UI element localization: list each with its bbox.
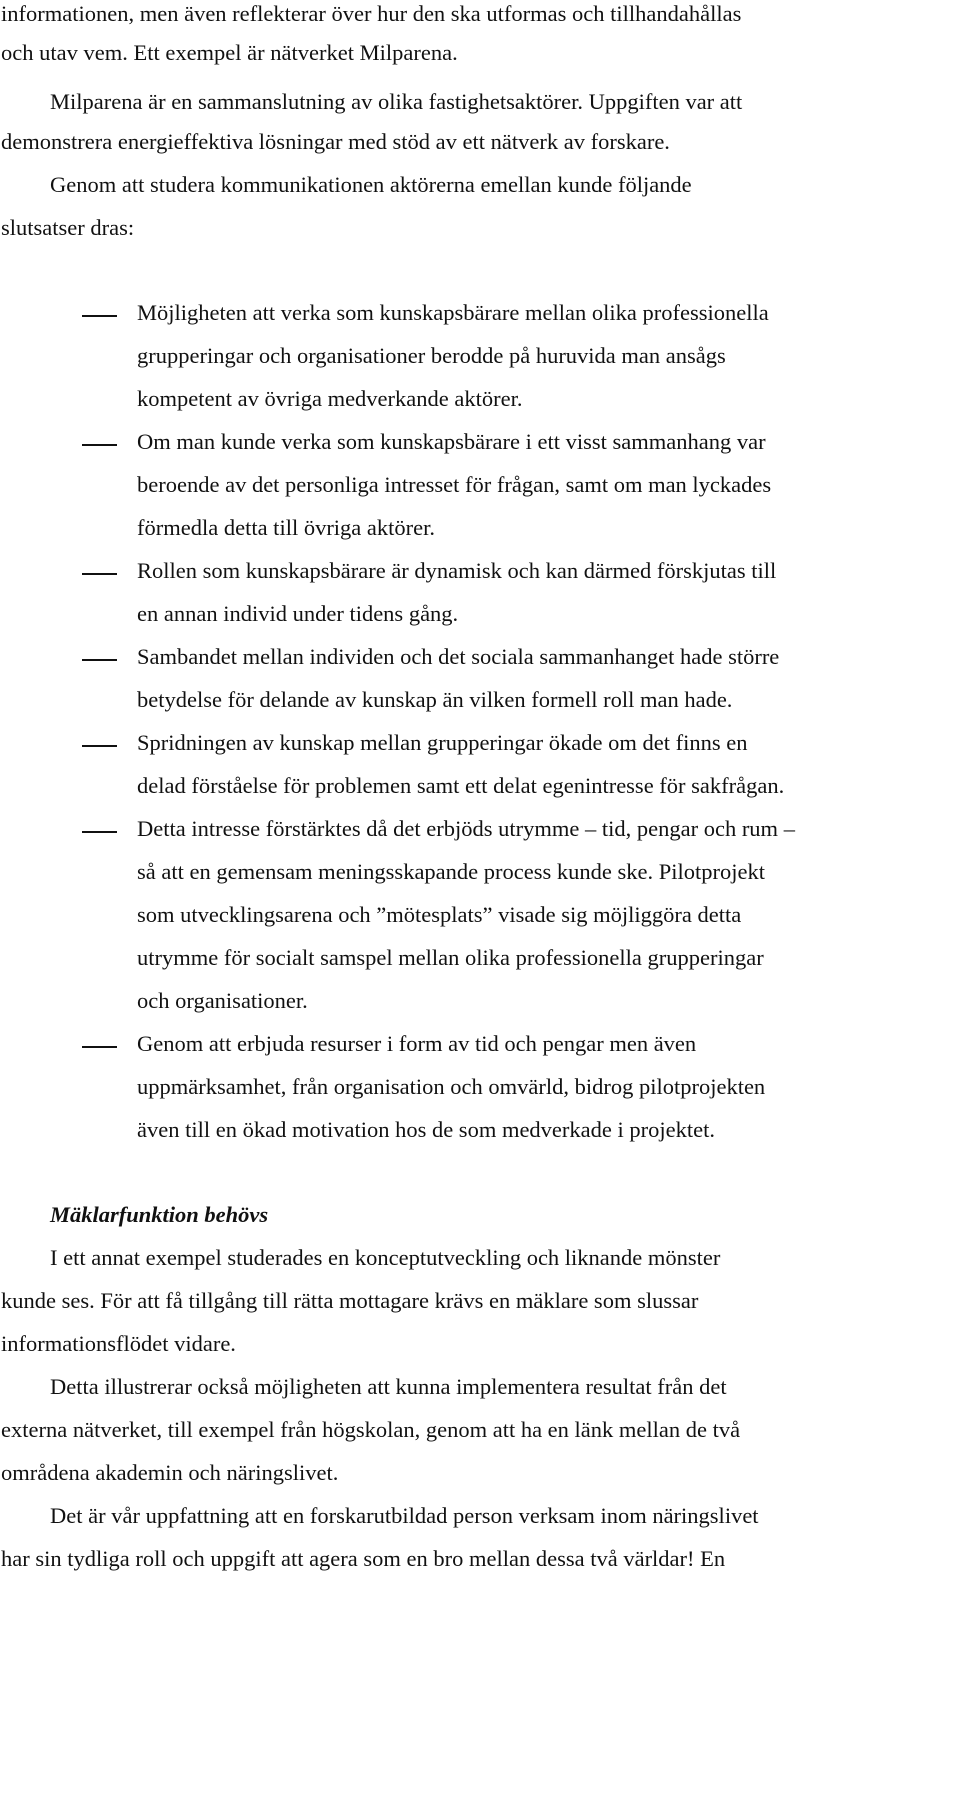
list-item-line: som utvecklingsarena och ”mötesplats” visade sig möjliggöra detta <box>137 902 742 927</box>
paragraph-line: har sin tydliga roll och uppgift att agera som en bro mellan dessa två världar! En <box>1 1546 726 1571</box>
list-item-line: grupperingar och organisationer berodde på huruvida man ansågs <box>137 343 726 368</box>
section-heading: Mäklarfunktion behövs <box>50 1202 269 1227</box>
paragraph-line: I ett annat exempel studerades en konceptutveckling och liknande mönster <box>50 1245 721 1270</box>
dash-bullet-icon <box>82 745 117 747</box>
dash-bullet-icon <box>82 1046 117 1048</box>
list-item-line: även till en ökad motivation hos de som medverkade i projektet. <box>137 1117 715 1142</box>
list-item-line: förmedla detta till övriga aktörer. <box>137 515 436 540</box>
list-item-line: utrymme för socialt samspel mellan olika professionella grupperingar <box>137 945 764 970</box>
dash-bullet-icon <box>82 444 117 446</box>
list-item-line: Rollen som kunskapsbärare är dynamisk och kan därmed förskjutas till <box>137 558 777 583</box>
list-item-line: Om man kunde verka som kunskapsbärare i ett visst sammanhang var <box>137 429 766 454</box>
dash-bullet-icon <box>82 831 117 833</box>
intro-line: och utav vem. Ett exempel är nätverket Milparena. <box>1 40 458 65</box>
paragraph-line: informationsflödet vidare. <box>1 1331 236 1356</box>
intro-line: Genom att studera kommunikationen aktörerna emellan kunde följande <box>50 172 692 197</box>
intro-line: demonstrera energieffektiva lösningar med stöd av ett nätverk av forskare. <box>1 129 670 154</box>
intro-line: slutsatser dras: <box>1 215 135 240</box>
paragraph-line: externa nätverket, till exempel från högskolan, genom att ha en länk mellan de två <box>1 1417 741 1442</box>
paragraph-line: kunde ses. För att få tillgång till rätta mottagare krävs en mäklare som slussar <box>1 1288 699 1313</box>
list-item-line: beroende av det personliga intresset för frågan, samt om man lyckades <box>137 472 772 497</box>
list-item-line: delad förståelse för problemen samt ett delat egenintresse för sakfrågan. <box>137 773 785 798</box>
paragraph-line: områdena akademin och näringslivet. <box>1 1460 339 1485</box>
dash-bullet-icon <box>82 659 117 661</box>
list-item-line: kompetent av övriga medverkande aktörer. <box>137 386 523 411</box>
list-item-line: Sambandet mellan individen och det sociala sammanhanget hade större <box>137 644 780 669</box>
list-item-line: så att en gemensam meningsskapande process kunde ske. Pilotprojekt <box>137 859 765 884</box>
list-item-line: och organisationer. <box>137 988 308 1013</box>
list-item-line: en annan individ under tidens gång. <box>137 601 459 626</box>
list-item-line: Detta intresse förstärktes då det erbjöds utrymme – tid, pengar och rum – <box>137 816 795 841</box>
paragraph-line: Detta illustrerar också möjligheten att kunna implementera resultat från det <box>50 1374 727 1399</box>
list-item-line: Genom att erbjuda resurser i form av tid och pengar men även <box>137 1031 697 1056</box>
list-item-line: uppmärksamhet, från organisation och omvärld, bidrog pilotprojekten <box>137 1074 766 1099</box>
list-item-line: Möjligheten att verka som kunskapsbärare mellan olika professionella <box>137 300 769 325</box>
list-item-line: Spridningen av kunskap mellan grupperingar ökade om det finns en <box>137 730 748 755</box>
dash-bullet-icon <box>82 315 117 317</box>
intro-line: informationen, men även reflekterar över hur den ska utformas och tillhandahållas <box>1 1 742 26</box>
paragraph-line: Det är vår uppfattning att en forskarutbildad person verksam inom näringslivet <box>50 1503 759 1528</box>
dash-bullet-icon <box>82 573 117 575</box>
intro-line: Milparena är en sammanslutning av olika fastighetsaktörer. Uppgiften var att <box>50 89 743 114</box>
list-item-line: betydelse för delande av kunskap än vilken formell roll man hade. <box>137 687 733 712</box>
